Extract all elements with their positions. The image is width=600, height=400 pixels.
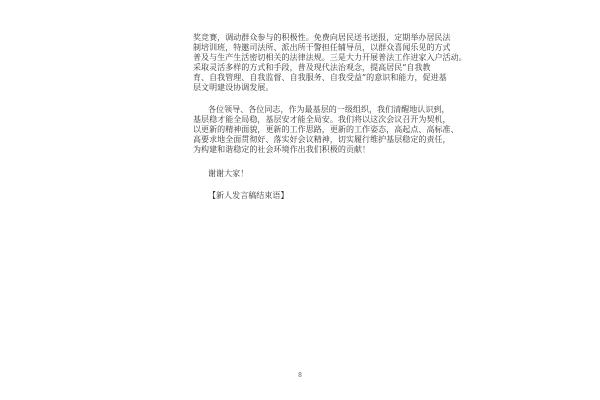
text-line: 制培训班，特邀司法所、派出所干警担任辅导员，以群众喜闻乐见的方式 [193,43,451,52]
paragraph-spacer [193,93,408,105]
text-line: 采取灵活多样的方式和手段，普及现代法治观念，提高居民“自我教 [193,63,431,72]
document-body [193,33,467,201]
paragraph-spacer [193,179,408,191]
paragraph-2 [193,105,459,155]
text-line: 普及与生产生活密切相关的法律法规。三是大力开展普法工作进家入户活动。 [193,53,467,62]
text-line: 高要求地全面贯彻好、落实好会议精神，切实履行维护基层稳定的责任， [193,135,451,144]
end-note: 【新人发言稿结束语】 [208,191,289,200]
text-line: 为构建和谐稳定的社会环境作出我们积极的贡献！ [193,145,371,154]
text-line: 奖竞赛，调动群众参与的积极性。免费向居民送书送报，定期举办居民法 [193,33,451,42]
paragraph-1 [193,33,467,93]
text-line: 以更新的精神面貌，更新的工作思路，更新的工作姿态，高起点、高标准、 [193,125,459,134]
text-line: 层文明建设协调发展。 [193,83,274,92]
paragraph-spacer [193,155,408,169]
text-line: 育、自我管理、自我监督、自我服务、自我受益”的意识和能力，促进基 [193,73,447,82]
closing-thanks: 谢谢大家！ [208,169,249,178]
text-line: 基层稳才能全局稳，基层安才能全局安。我们将以这次会议召开为契机， [193,115,451,124]
page-number: 8 [298,372,302,379]
text-line: 各位领导、各位同志，作为最基层的一级组织，我们清醒地认识到， [208,105,450,114]
